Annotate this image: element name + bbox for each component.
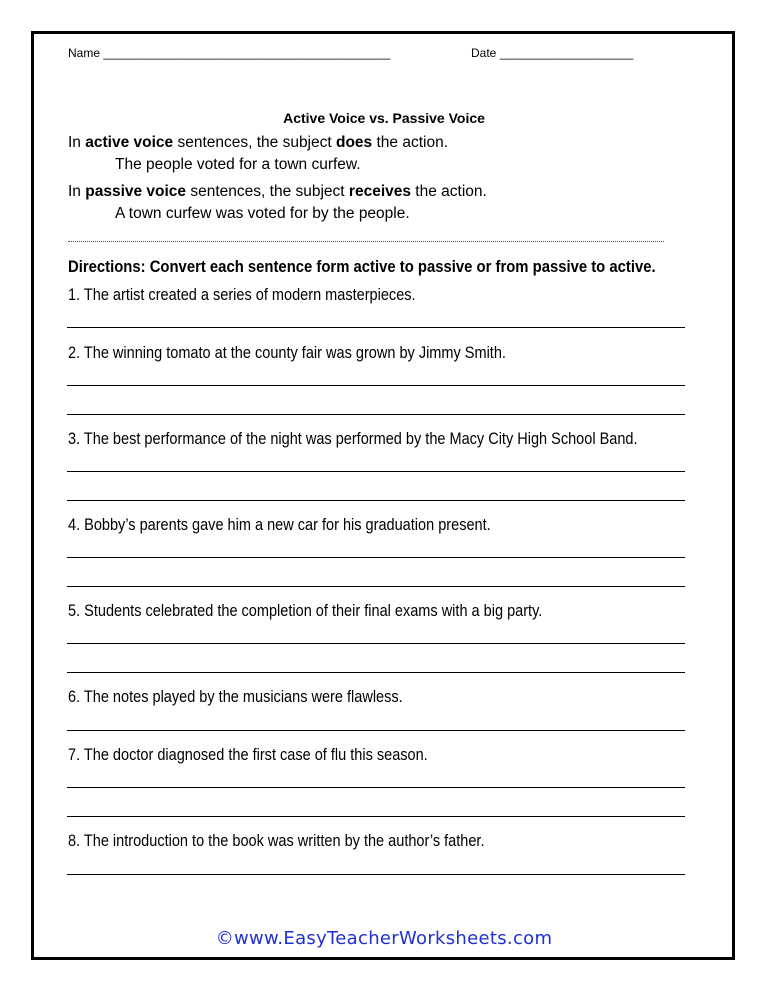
question-1: 1. The artist created a series of modern masterpieces. xyxy=(68,286,416,304)
name-blank[interactable]: ___________________________________________ xyxy=(103,46,391,60)
directions: Directions: Convert each sentence form active to passive or from passive to active. xyxy=(68,258,656,276)
date-label: Date xyxy=(471,46,497,60)
answer-line[interactable] xyxy=(67,643,685,644)
active-term: active voice xyxy=(85,134,174,151)
answer-line[interactable] xyxy=(67,385,685,386)
answer-line[interactable] xyxy=(67,787,685,788)
question-4: 4. Bobby’s parents gave him a new car for his graduation present. xyxy=(68,516,491,534)
active-example: The people voted for a town curfew. xyxy=(115,156,361,173)
answer-line[interactable] xyxy=(67,500,685,501)
passive-verb: receives xyxy=(348,183,411,200)
answer-line[interactable] xyxy=(67,816,685,817)
passive-definition: In passive voice sentences, the subject receives the action. xyxy=(68,183,487,200)
active-verb: does xyxy=(336,134,373,151)
name-field[interactable] xyxy=(68,46,390,60)
answer-line[interactable] xyxy=(67,557,685,558)
question-6: 6. The notes played by the musicians were flawless. xyxy=(68,688,403,706)
answer-line[interactable] xyxy=(67,672,685,673)
passive-example: A town curfew was voted for by the people. xyxy=(115,205,410,222)
section-divider xyxy=(68,241,664,242)
date-blank[interactable]: ____________________ xyxy=(499,46,634,60)
passive-term: passive voice xyxy=(85,183,187,200)
footer-link[interactable]: ©www.EasyTeacherWorksheets.com xyxy=(215,928,553,949)
question-2: 2. The winning tomato at the county fair was grown by Jimmy Smith. xyxy=(68,344,506,362)
answer-line[interactable] xyxy=(67,586,685,587)
question-5: 5. Students celebrated the completion of their final exams with a big party. xyxy=(68,602,543,620)
answer-line[interactable] xyxy=(67,414,685,415)
name-label: Name xyxy=(68,46,101,60)
active-definition: In active voice sentences, the subject does the action. xyxy=(68,134,449,151)
date-field[interactable] xyxy=(471,46,633,60)
answer-line[interactable] xyxy=(67,327,685,328)
answer-line[interactable] xyxy=(67,471,685,472)
question-8: 8. The introduction to the book was written by the author’s father. xyxy=(68,832,485,850)
question-3: 3. The best performance of the night was performed by the Macy City High School Band. xyxy=(68,430,638,448)
answer-line[interactable] xyxy=(67,874,685,875)
page-title: Active Voice vs. Passive Voice xyxy=(283,110,485,126)
question-7: 7. The doctor diagnosed the first case of flu this season. xyxy=(68,746,428,764)
answer-line[interactable] xyxy=(67,730,685,731)
